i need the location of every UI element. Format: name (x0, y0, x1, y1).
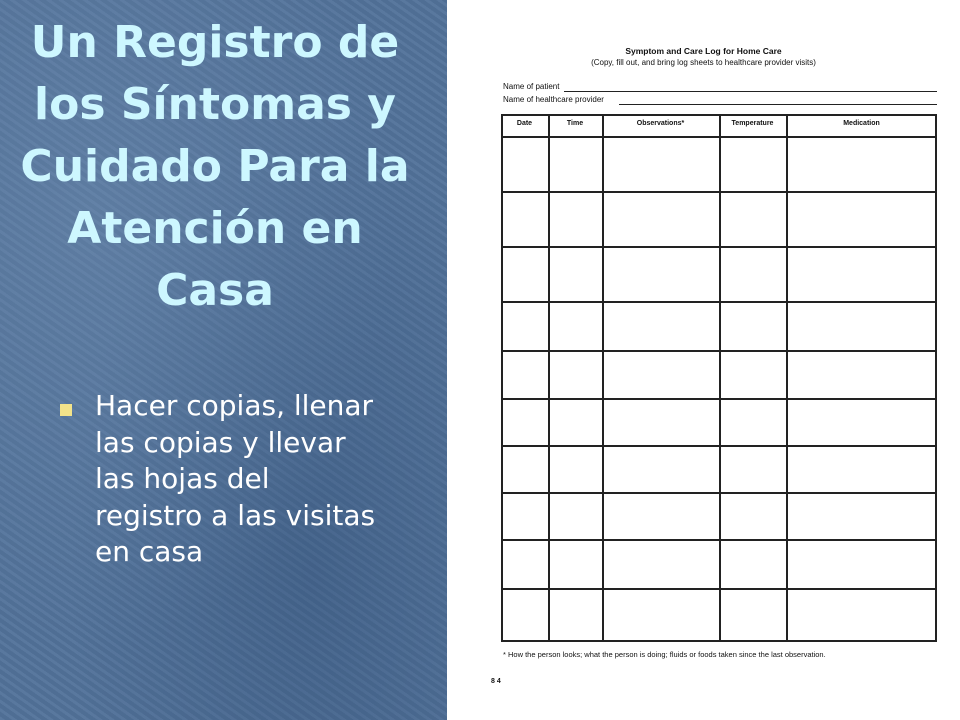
form-title: Symptom and Care Log for Home Care (625, 46, 782, 56)
bullet-text: Hacer copias, llenar las copias y llevar las hojas del registro a las visitas en casa (95, 389, 376, 568)
form-image-panel (447, 0, 960, 720)
field-line-patient (564, 91, 937, 92)
page-number: 8 4 (491, 678, 501, 685)
field-line-provider (619, 104, 937, 105)
form-footnote: * How the person looks; what the person is doing; fluids or foods taken since the last observation. (503, 650, 826, 659)
slide-title: Un Registro de los Síntomas y Cuidado Para la Atención en Casa (20, 17, 410, 316)
table-column-line (602, 114, 604, 642)
column-header-observations: Observations* (636, 120, 685, 127)
form-subtitle: (Copy, fill out, and bring log sheets to healthcare provider visits) (591, 58, 816, 67)
field-label-patient: Name of patient (503, 82, 560, 91)
column-header-date: Date (516, 120, 533, 127)
log-table (501, 114, 937, 642)
column-header-medication: Medication (843, 120, 880, 127)
square-bullet-icon (60, 404, 72, 416)
table-column-line (786, 114, 788, 642)
table-column-line (548, 114, 550, 642)
column-header-time: Time (566, 120, 584, 127)
table-column-line (719, 114, 721, 642)
column-header-temperature: Temperature (731, 120, 774, 127)
slide-text-panel (0, 0, 447, 720)
field-label-provider: Name of healthcare provider (503, 95, 604, 104)
